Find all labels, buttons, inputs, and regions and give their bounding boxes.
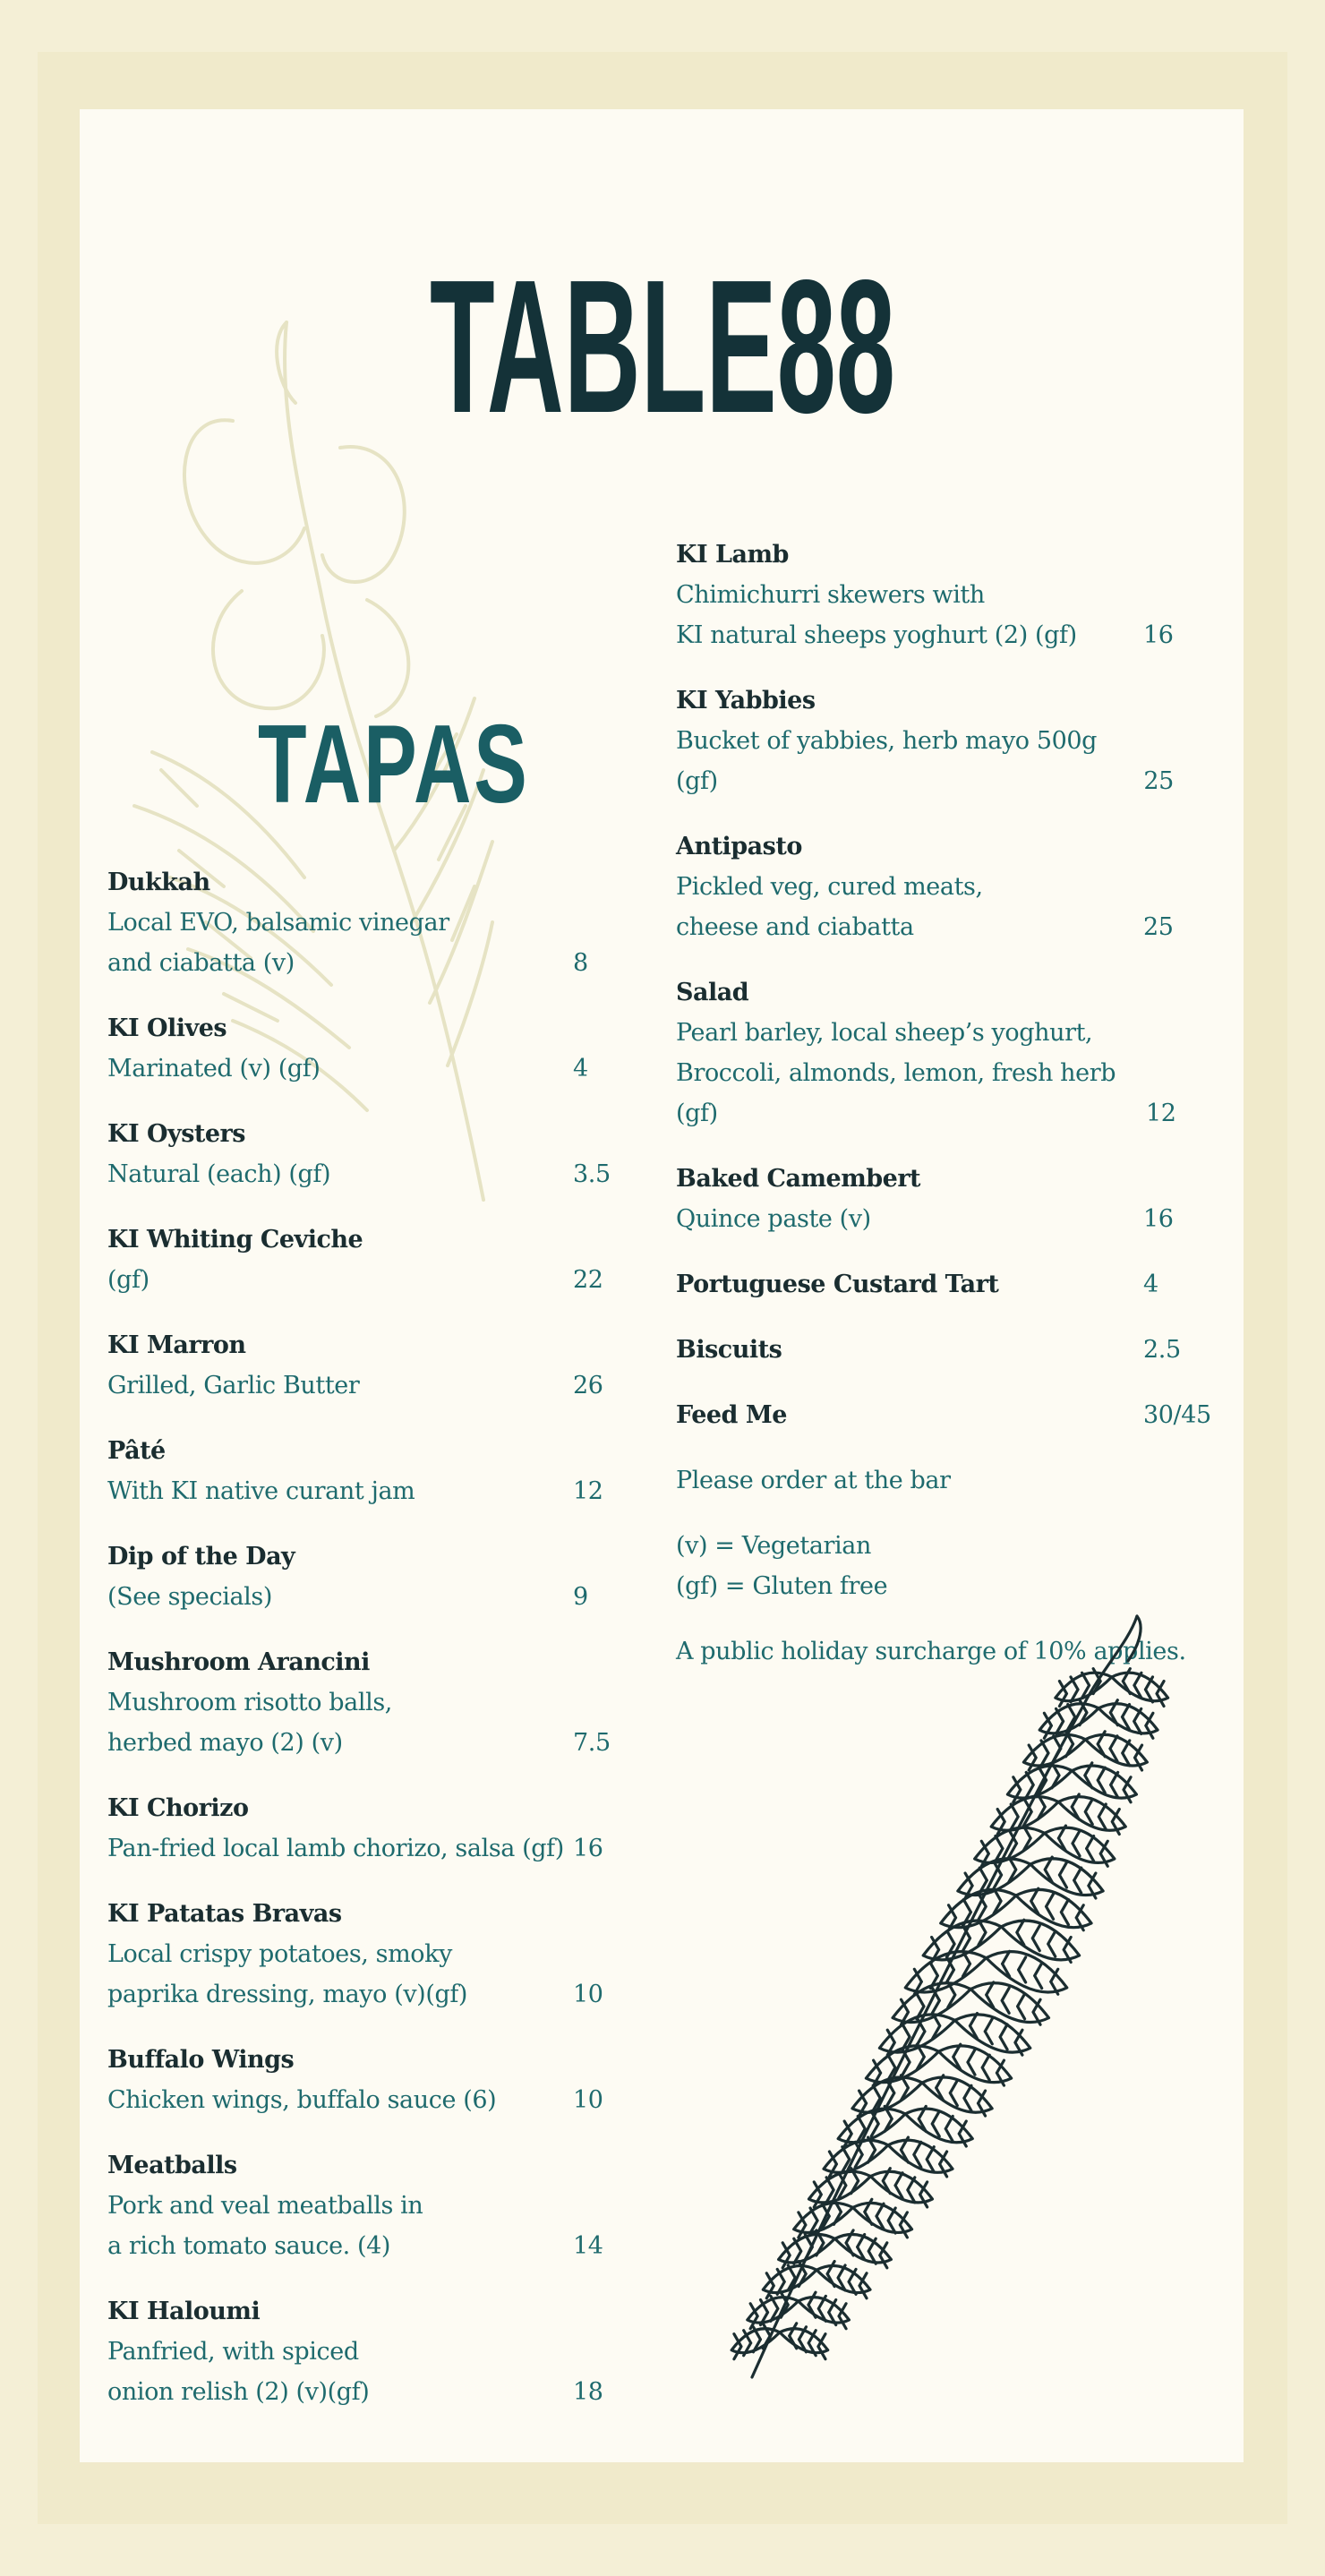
- menu-item-name: Dukkah: [107, 869, 210, 896]
- menu-item: [676, 1159, 1213, 1239]
- menu-column-left: [107, 862, 609, 2437]
- fern-vein: [1123, 1741, 1130, 1766]
- menu-item-desc-row: [107, 1723, 609, 1763]
- fern-vein: [1074, 1868, 1081, 1893]
- menu-item: [107, 1788, 609, 1869]
- menu-item: [107, 862, 609, 983]
- menu-item-desc-row: [107, 943, 609, 983]
- menu-item-desc-row: [107, 1682, 609, 1723]
- menu-item-desc-row: [676, 1199, 1213, 1239]
- menu-item-desc-row: [676, 867, 1213, 907]
- menu-item-price: 25: [1143, 767, 1174, 795]
- menu-item-desc-row: [107, 1974, 609, 2015]
- legend-gluten-free: (gf) = Gluten free: [676, 1572, 888, 1600]
- menu-item-price: 4: [1143, 1271, 1158, 1298]
- fern-vein: [1019, 1957, 1026, 1982]
- menu-item-price: 16: [573, 1835, 603, 1862]
- fern-vein: [871, 2111, 878, 2136]
- menu-item-name: Biscuits: [676, 1336, 782, 1364]
- menu-item-name-row: [676, 680, 1213, 721]
- fern-vein: [1111, 1772, 1118, 1797]
- menu-item-name-row: [676, 972, 1213, 1013]
- menu-item-description: herbed mayo (2) (v): [107, 1729, 343, 1757]
- legend-vegetarian: (v) = Vegetarian: [676, 1532, 871, 1560]
- menu-item: [107, 2040, 609, 2120]
- fern-vein: [1134, 1708, 1141, 1733]
- menu-item-name: KI Olives: [107, 1014, 227, 1042]
- menu-item-name-row: [107, 1114, 609, 1154]
- menu-item-name-row: [676, 1159, 1213, 1199]
- fern-vein: [1123, 1705, 1130, 1730]
- menu-item-description: Chimichurri skewers with: [676, 581, 985, 609]
- menu-item-name: Pâté: [107, 1437, 166, 1465]
- menu-item-name: KI Haloumi: [107, 2298, 261, 2325]
- fern-vein: [1061, 1900, 1068, 1925]
- menu-item-price: 12: [1146, 1100, 1176, 1127]
- fern-vein: [790, 2324, 797, 2349]
- fern-vein: [908, 2178, 915, 2203]
- menu-item-desc-row: [107, 1934, 609, 1974]
- menu-item-desc-row: [107, 1365, 609, 1406]
- fern-vein: [1073, 1831, 1080, 1856]
- menu-item-description: Pearl barley, local sheep’s yoghurt,: [676, 1019, 1093, 1047]
- menu-item-price: 25: [1143, 913, 1174, 941]
- fern-vein: [968, 2050, 975, 2075]
- menu-item-description: Pork and veal meatballs in: [107, 2192, 423, 2220]
- menu-item-name: KI Marron: [107, 1331, 246, 1359]
- fern-vein: [1056, 1708, 1064, 1733]
- menu-item-name: Baked Camembert: [676, 1165, 921, 1193]
- menu-item-description: KI natural sheeps yoghurt (2) (gf): [676, 621, 1077, 649]
- fern-vein: [1035, 1964, 1042, 1989]
- fern-vein: [1041, 1741, 1048, 1766]
- menu-item: [676, 826, 1213, 947]
- menu-item: [107, 1325, 609, 1406]
- menu-item-description: Grilled, Garlic Butter: [107, 1372, 360, 1399]
- menu-item-name-row: [107, 1894, 609, 1934]
- menu-item-price: 18: [573, 2378, 603, 2406]
- dietary-legend: [676, 1526, 1213, 1606]
- menu-item: [107, 1894, 609, 2015]
- fern-vein: [982, 2055, 989, 2080]
- menu-item-description: Quince paste (v): [676, 1205, 871, 1233]
- menu-item-name-row: [676, 1264, 1213, 1305]
- menu-item-desc-row: [107, 2372, 609, 2412]
- surcharge-note: A public holiday surcharge of 10% applies.: [676, 1638, 1186, 1665]
- fern-vein: [945, 2116, 953, 2141]
- menu-item-price: 26: [573, 1372, 603, 1399]
- menu-item: [676, 680, 1213, 801]
- logo-text: TABLE88: [430, 240, 895, 452]
- menu-item-name: Salad: [676, 979, 749, 1006]
- fern-vein: [888, 2208, 895, 2233]
- fern-vein: [794, 2238, 801, 2264]
- menu-item-description: Chicken wings, buffalo sauce (6): [107, 2086, 497, 2114]
- menu-item-description: Broccoli, almonds, lemon, fresh herb (gf): [676, 1059, 1116, 1127]
- menu-item-desc-row: [107, 1577, 609, 1617]
- menu-item-name: KI Chorizo: [107, 1794, 249, 1822]
- fern-vein: [1018, 1994, 1025, 2019]
- menu-item-name-row: [676, 1330, 1213, 1370]
- menu-item: [107, 2145, 609, 2266]
- menu-column-right: [676, 535, 1213, 1697]
- fern-vein: [1054, 1736, 1061, 1761]
- fern-vein: [902, 2050, 910, 2075]
- menu-item-name-row: [107, 1642, 609, 1682]
- fern-vein: [1026, 1772, 1033, 1797]
- menu-item-price: 16: [1143, 621, 1174, 649]
- menu-item-price: 10: [573, 2086, 603, 2114]
- fern-vein: [1087, 1836, 1094, 1861]
- fern-vein: [1051, 1969, 1058, 1994]
- menu-item-desc-row: [676, 907, 1213, 947]
- menu-item-desc-row: [107, 1471, 609, 1511]
- menu-item-desc-row: [107, 2226, 609, 2266]
- menu-item-name-row: [676, 826, 1213, 867]
- menu-item-desc-row: [107, 1260, 609, 1300]
- menu-item-name-row: [107, 1008, 609, 1048]
- menu-item-name-row: [107, 2040, 609, 2080]
- fern-vein: [1011, 1804, 1018, 1829]
- fern-vein: [1071, 1677, 1078, 1702]
- menu-item-name: Meatballs: [107, 2152, 237, 2179]
- fern-vein: [1032, 1926, 1039, 1951]
- fern-vein: [1145, 1677, 1152, 1702]
- menu-item-price: 12: [573, 1477, 603, 1505]
- menu-item: [676, 1330, 1213, 1370]
- menu-item-description: Pickled veg, cured meats,: [676, 873, 983, 901]
- fern-vein: [887, 2081, 894, 2106]
- menu-item-description: (gf): [107, 1266, 150, 1294]
- menu-item-name: Mushroom Arancini: [107, 1648, 370, 1676]
- menu-item-description: a rich tomato sauce. (4): [107, 2232, 391, 2260]
- fern-vein: [1098, 1804, 1106, 1829]
- fern-vein: [964, 2085, 971, 2110]
- menu-item-desc-row: [107, 2332, 609, 2372]
- menu-item-price: 8: [573, 949, 588, 977]
- fern-vein: [950, 2081, 957, 2106]
- menu-item: [107, 1220, 609, 1300]
- menu-item: [107, 1114, 609, 1194]
- fern-vein: [918, 2019, 925, 2044]
- menu-item-name: KI Oysters: [107, 1120, 245, 1148]
- section-title: TAPAS: [258, 703, 530, 826]
- fern-vein: [1068, 1705, 1075, 1730]
- menu-item-desc-row: [107, 1828, 609, 1869]
- fern-vein: [895, 2173, 902, 2198]
- fern-vein: [1048, 1931, 1056, 1956]
- fern-vein: [868, 2238, 876, 2264]
- menu-item-desc-row: [676, 1053, 1213, 1134]
- menu-item-desc-row: [676, 721, 1213, 801]
- menu-item-price: 10: [573, 1981, 603, 2008]
- menu-item-desc-row: [676, 1013, 1213, 1053]
- menu-item: [676, 535, 1213, 655]
- menu-item-description: Pan-fried local lamb chorizo, salsa (gf): [107, 1835, 564, 1862]
- fern-vein: [1085, 1799, 1092, 1824]
- menu-item-price: 30/45: [1143, 1401, 1211, 1429]
- menu-item-description: With KI native curant jam: [107, 1477, 415, 1505]
- menu-item-description: Natural (each) (gf): [107, 1160, 331, 1188]
- fern-vein: [1059, 1862, 1066, 1887]
- menu-item-price: 2.5: [1143, 1336, 1181, 1364]
- menu-item-name-row: [676, 535, 1213, 575]
- menu-item-description: (See specials): [107, 1583, 272, 1611]
- menu-item-desc-row: [676, 615, 1213, 655]
- menu-item-description: Local crispy potatoes, smoky: [107, 1940, 452, 1968]
- menu-item-name-row: [676, 1395, 1213, 1435]
- menu-item: [107, 1642, 609, 1763]
- fern-vein: [1098, 1767, 1105, 1793]
- menu-item-name-row: [107, 1220, 609, 1260]
- fern-vein: [763, 2324, 770, 2349]
- fern-vein: [1000, 2024, 1007, 2050]
- fern-vein: [914, 2142, 921, 2167]
- menu-item: [107, 1431, 609, 1511]
- menu-item-name: KI Whiting Ceviche: [107, 1226, 363, 1254]
- menu-item-description: paprika dressing, mayo (v)(gf): [107, 1981, 468, 2008]
- menu-item-name-row: [107, 1325, 609, 1365]
- menu-item-description: Mushroom risotto balls,: [107, 1689, 392, 1716]
- menu-item-description: Local EVO, balsamic vinegar: [107, 909, 449, 937]
- menu-item-name-row: [107, 862, 609, 903]
- menu-item-name-row: [107, 1431, 609, 1471]
- menu-item: [676, 1395, 1213, 1435]
- menu-item-price: 22: [573, 1266, 603, 1294]
- menu-item-description: Bucket of yabbies, herb mayo 500g (gf): [676, 727, 1098, 795]
- menu-item: [107, 2291, 609, 2412]
- menu-item-name: Antipasto: [676, 833, 802, 860]
- fern-vein: [932, 1988, 939, 2013]
- menu-item-name: Buffalo Wings: [107, 2046, 295, 2074]
- fern-vein: [985, 2019, 992, 2044]
- menu-item-price: 14: [573, 2232, 603, 2260]
- menu-item-description: cheese and ciabatta: [676, 913, 914, 941]
- menu-item-name: KI Yabbies: [676, 687, 816, 715]
- menu-item-desc-row: [107, 1154, 609, 1194]
- menu-item-name-row: [107, 2145, 609, 2186]
- menu-item-price: 7.5: [573, 1729, 611, 1757]
- fern-vein: [927, 2147, 934, 2172]
- menu-item-desc-row: [107, 1048, 609, 1089]
- menu-item: [107, 1536, 609, 1617]
- menu-item-name: Feed Me: [676, 1401, 787, 1429]
- fern-vein: [1002, 1988, 1009, 2013]
- order-note: Please order at the bar: [676, 1467, 951, 1494]
- menu-item-name-row: [107, 2291, 609, 2332]
- menu-item-description: Panfried, with spiced: [107, 2338, 359, 2366]
- menu-items-right: [676, 535, 1213, 1435]
- menu-item-name: KI Patatas Bravas: [107, 1900, 342, 1928]
- menu-item-price: 3.5: [573, 1160, 611, 1188]
- fern-vein: [932, 2111, 939, 2136]
- menu-item: [107, 1008, 609, 1089]
- menu-item-name: Portuguese Custard Tart: [676, 1271, 999, 1298]
- fern-icon: [716, 1607, 1182, 2386]
- menu-item-name: KI Lamb: [676, 541, 789, 569]
- menu-item-description: onion relish (2) (v)(gf): [107, 2378, 370, 2406]
- menu-item-desc-row: [107, 2186, 609, 2226]
- menu-item: [676, 972, 1213, 1134]
- menu-item-desc-row: [676, 575, 1213, 615]
- menu-item: [676, 1264, 1213, 1305]
- fern-vein: [1047, 1894, 1054, 1919]
- menu-item-description: Marinated (v) (gf): [107, 1055, 321, 1083]
- menu-item-name-row: [107, 1536, 609, 1577]
- menu-item-price: 4: [573, 1055, 588, 1083]
- menu-item-desc-row: [107, 903, 609, 943]
- fern-vein: [996, 1836, 1003, 1861]
- menu-item-price: 16: [1143, 1205, 1174, 1233]
- fern-vein: [1110, 1736, 1117, 1761]
- fern-vein: [876, 2204, 884, 2229]
- table88-logo: [430, 235, 895, 452]
- menu-item-name-row: [107, 1788, 609, 1828]
- menu-item-description: and ciabatta (v): [107, 949, 295, 977]
- menu-item-price: 9: [573, 1583, 588, 1611]
- menu-item-name: Dip of the Day: [107, 1543, 295, 1570]
- menu-item-desc-row: [107, 2080, 609, 2120]
